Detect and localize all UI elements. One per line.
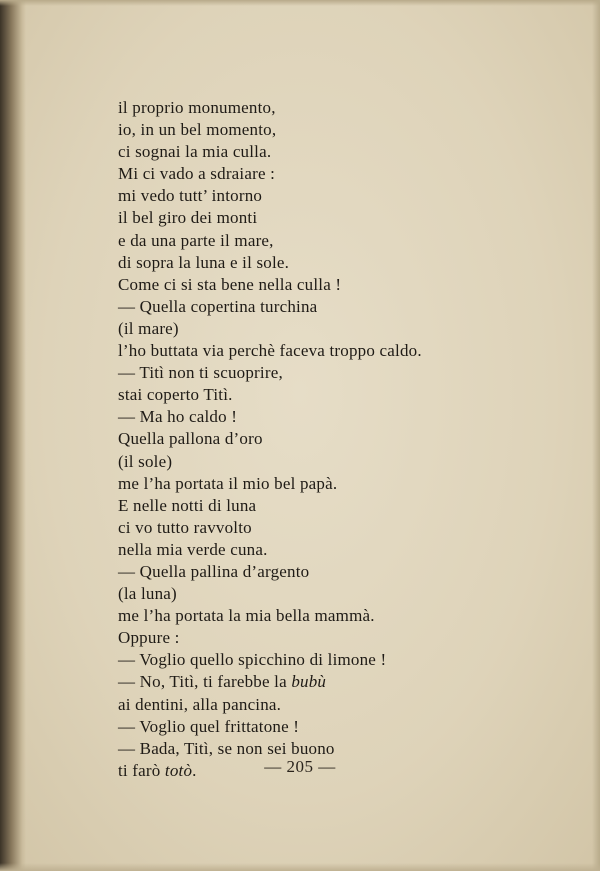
poem-line-text: nella mia verde cuna. <box>118 539 268 559</box>
poem-line <box>118 318 558 340</box>
poem-line-text: — Quella pallina d’argento <box>118 561 310 581</box>
poem-line <box>118 406 558 428</box>
poem-line <box>118 141 558 163</box>
poem-line-text: e da una parte il mare, <box>118 230 274 250</box>
poem-italic-word: bubù <box>291 672 327 692</box>
poem-line <box>118 583 558 605</box>
poem-line-text: — Voglio quello spicchino di limone ! <box>118 650 387 670</box>
poem-line-text: ti farò <box>118 760 165 780</box>
poem-line-text: me l’ha portata il mio bel papà. <box>118 473 338 493</box>
poem-line-text: io, in un bel momento, <box>118 120 277 140</box>
poem-line-text: (la luna) <box>118 584 177 604</box>
poem-line <box>118 671 558 693</box>
poem-line-text: mi vedo tutt’ intorno <box>118 186 263 206</box>
page-edge-top <box>0 0 600 6</box>
poem-line-text: Mi ci vado a sdraiare : <box>118 164 276 184</box>
poem-italic-word: totò <box>164 760 193 780</box>
poem-line-text: il proprio monumento, <box>118 98 276 117</box>
poem-line-text: — Voglio quel frittatone ! <box>118 716 300 736</box>
poem-line <box>118 362 558 384</box>
poem-line-text: me l’ha portata la mia bella mammà. <box>118 606 375 626</box>
poem-line <box>118 627 558 649</box>
poem-line-text: ai dentini, alla pancina. <box>118 694 282 714</box>
poem-line <box>118 252 558 274</box>
poem-line-text: Oppure : <box>118 628 180 648</box>
poem-line-text: il bel giro dei monti <box>118 208 258 228</box>
poem-line-text: — Ma ho caldo ! <box>118 407 238 427</box>
poem-line <box>118 473 558 495</box>
poem-line <box>118 274 558 296</box>
poem-line <box>118 694 558 716</box>
poem-line-text: Come ci si sta bene nella culla ! <box>118 274 342 294</box>
poem-line-text: Quella pallona d’oro <box>118 429 263 449</box>
poem-line <box>118 716 558 738</box>
poem-line-text: E nelle notti di luna <box>118 495 257 515</box>
poem-line-text: l’ho buttata via perchè faceva troppo caldo. <box>118 341 422 361</box>
poem-line <box>118 207 558 229</box>
poem-line <box>118 119 558 141</box>
poem-line <box>118 230 558 252</box>
poem-text <box>118 97 558 782</box>
poem-line <box>118 384 558 406</box>
poem-line-text: stai coperto Titì. <box>118 385 233 405</box>
page-edge-right <box>592 0 600 871</box>
poem-line-text: — Bada, Titì, se non sei buono <box>118 738 335 758</box>
poem-line <box>118 451 558 473</box>
poem-line <box>118 185 558 207</box>
poem-line <box>118 561 558 583</box>
poem-line <box>118 428 558 450</box>
poem-line-text: ci vo tutto ravvolto <box>118 517 252 537</box>
poem-line <box>118 605 558 627</box>
poem-line <box>118 163 558 185</box>
poem-line-text: (il sole) <box>118 451 173 471</box>
poem-line-text: — Titì non ti scuoprire, <box>118 363 283 383</box>
poem-line-text: ci sognai la mia culla. <box>118 142 272 162</box>
book-binding <box>0 0 26 871</box>
poem-line-text: . <box>192 760 197 780</box>
poem-line-text: di sopra la luna e il sole. <box>118 252 290 272</box>
poem-line <box>118 495 558 517</box>
poem-line-text: — No, Titì, ti farebbe la <box>118 672 292 692</box>
poem-line-text: — Quella copertina turchina <box>118 296 318 316</box>
poem-line <box>118 649 558 671</box>
poem-line <box>118 97 558 119</box>
poem-line <box>118 539 558 561</box>
poem-line <box>118 340 558 362</box>
poem-line <box>118 517 558 539</box>
poem-line-text: (il mare) <box>118 318 179 338</box>
page-edge-bottom <box>0 863 600 871</box>
poem-line <box>118 296 558 318</box>
page-number: — 205 — <box>264 757 336 776</box>
